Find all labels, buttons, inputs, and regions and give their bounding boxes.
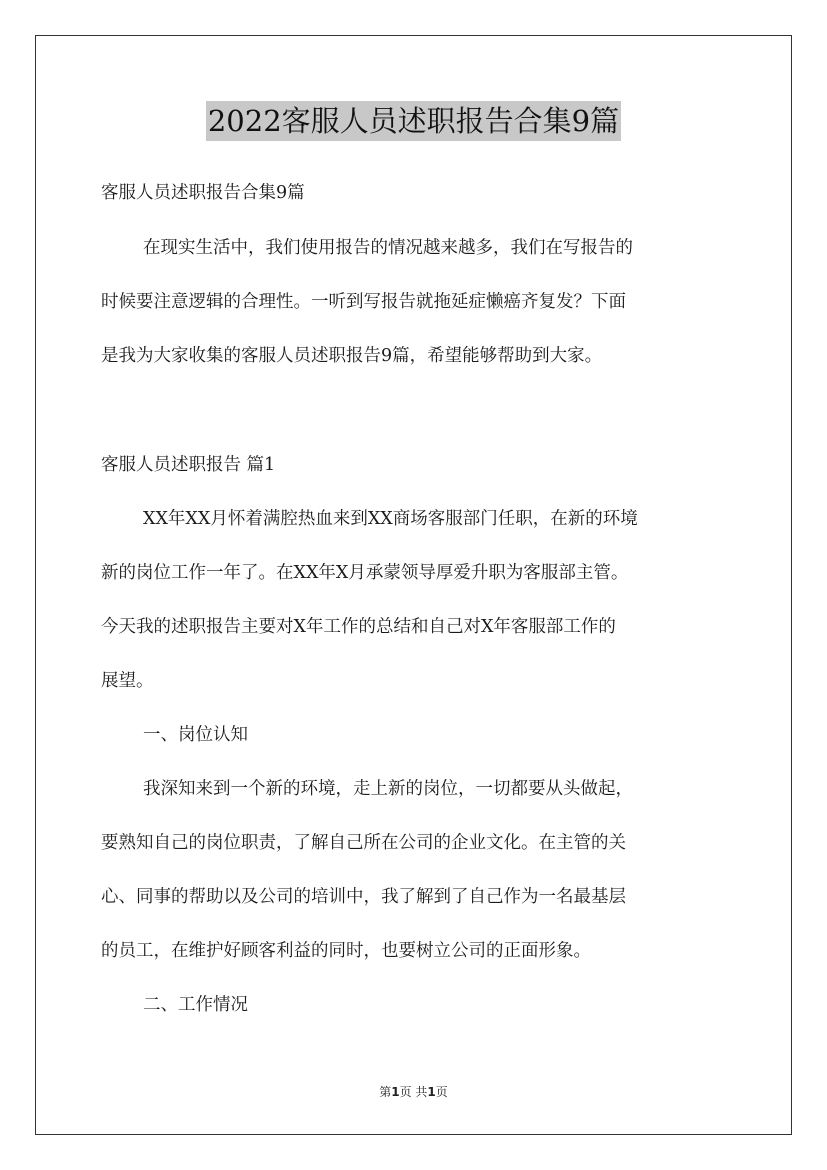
para2-line-1: 我深知来到一个新的环境，走上新的岗位，一切都要从头做起， — [143, 779, 633, 799]
footer-mid: 页 共 — [399, 1085, 428, 1099]
intro-line-3: 是我为大家收集的客服人员述职报告9篇，希望能够帮助到大家。 — [101, 346, 603, 366]
document-title: 2022客服人员述职报告合集9篇 — [206, 101, 621, 141]
footer-current-page: 1 — [391, 1085, 400, 1099]
para2-line-4: 的员工，在维护好顾客利益的同时，也要树立公司的正面形象。 — [101, 941, 591, 961]
title-container — [0, 101, 827, 141]
intro-line-1: 在现实生活中，我们使用报告的情况越来越多，我们在写报告的 — [143, 238, 633, 258]
page-footer — [0, 1084, 827, 1100]
footer-suffix: 页 — [435, 1085, 448, 1099]
footer-prefix: 第 — [379, 1085, 392, 1099]
para2-line-2: 要熟知自己的岗位职责，了解自己所在公司的企业文化。在主管的关 — [101, 833, 626, 853]
para1-line-4: 展望。 — [101, 671, 154, 691]
para1-line-1: XX年XX月怀着满腔热血来到XX商场客服部门任职，在新的环境 — [143, 509, 638, 529]
footer-total-pages: 1 — [427, 1085, 436, 1099]
para1-line-2: 新的岗位工作一年了。在XX年X月承蒙领导厚爱升职为客服部主管。 — [101, 563, 629, 583]
subheading-1: 一、岗位认知 — [143, 725, 248, 745]
para2-line-3: 心、同事的帮助以及公司的培训中，我了解到了自己作为一名最基层 — [101, 887, 626, 907]
document-subtitle: 客服人员述职报告合集9篇 — [101, 183, 305, 203]
intro-line-2: 时候要注意逻辑的合理性。一听到写报告就拖延症懒癌齐复发？下面 — [101, 292, 626, 312]
para1-line-3: 今天我的述职报告主要对X年工作的总结和自己对X年客服部工作的 — [101, 617, 616, 637]
subheading-2: 二、工作情况 — [143, 995, 248, 1015]
section-heading: 客服人员述职报告 篇1 — [101, 455, 276, 475]
